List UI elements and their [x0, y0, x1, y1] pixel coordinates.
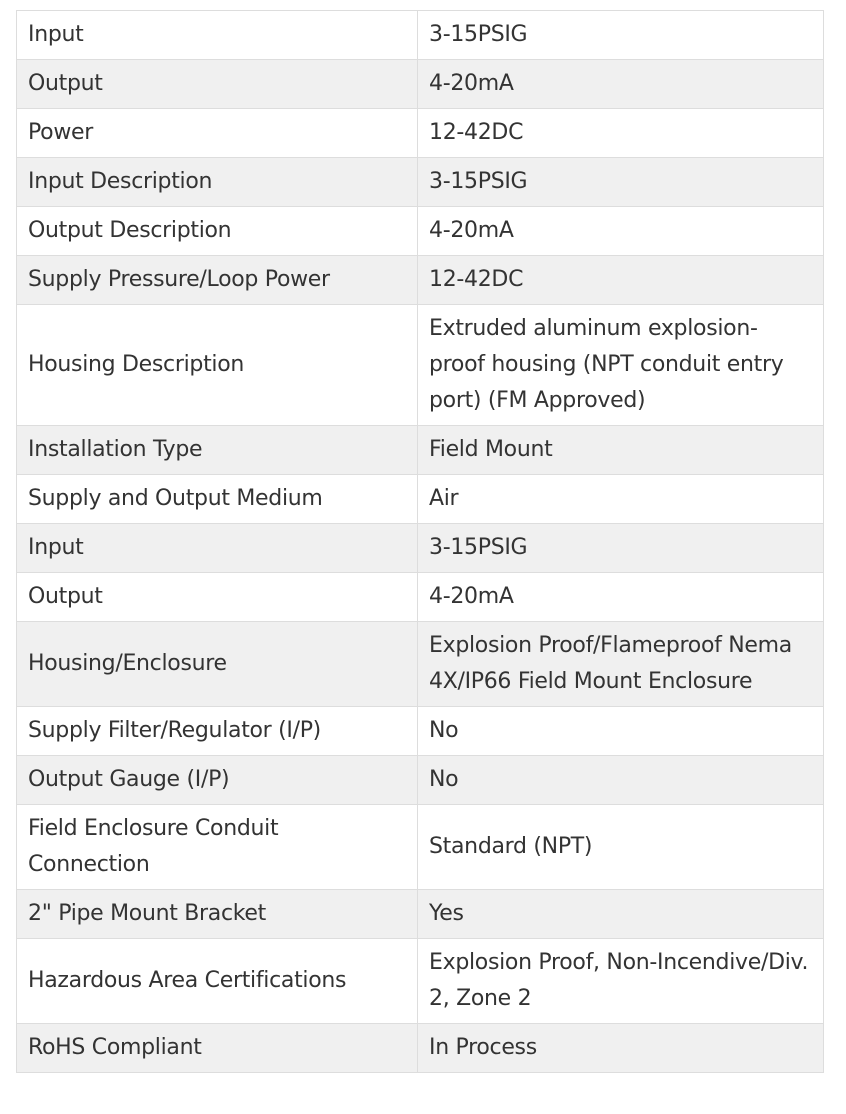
spec-value: 12-42DC: [418, 109, 824, 158]
spec-label: Hazardous Area Certifications: [17, 939, 418, 1024]
table-row: [17, 11, 824, 60]
spec-value: 3-15PSIG: [418, 11, 824, 60]
specifications-table: [16, 10, 824, 1073]
spec-value: No: [418, 707, 824, 756]
table-row: [17, 707, 824, 756]
spec-label: RoHS Compliant: [17, 1024, 418, 1073]
spec-value: 3-15PSIG: [418, 524, 824, 573]
table-row: [17, 622, 824, 707]
spec-label: 2" Pipe Mount Bracket: [17, 890, 418, 939]
spec-value: 4-20mA: [418, 60, 824, 109]
spec-label: Field Enclosure Conduit Connection: [17, 805, 418, 890]
spec-label: Output Gauge (I/P): [17, 756, 418, 805]
spec-value: Air: [418, 475, 824, 524]
spec-value: Explosion Proof/Flameproof Nema 4X/IP66 Field Mount Enclosure: [418, 622, 824, 707]
spec-label: Supply and Output Medium: [17, 475, 418, 524]
spec-value: 3-15PSIG: [418, 158, 824, 207]
table-row: [17, 524, 824, 573]
table-row: [17, 109, 824, 158]
spec-label: Supply Pressure/Loop Power: [17, 256, 418, 305]
spec-label: Supply Filter/Regulator (I/P): [17, 707, 418, 756]
table-row: [17, 256, 824, 305]
spec-value: In Process: [418, 1024, 824, 1073]
spec-value: Explosion Proof, Non-Incendive/Div. 2, Zone 2: [418, 939, 824, 1024]
table-row: [17, 1024, 824, 1073]
spec-label: Input: [17, 11, 418, 60]
spec-value: 4-20mA: [418, 207, 824, 256]
spec-value: Extruded aluminum explosion-proof housing (NPT conduit entry port) (FM Approved): [418, 305, 824, 426]
spec-label: Output Description: [17, 207, 418, 256]
spec-value: Yes: [418, 890, 824, 939]
table-row: [17, 939, 824, 1024]
table-row: [17, 305, 824, 426]
table-row: [17, 158, 824, 207]
spec-label: Input: [17, 524, 418, 573]
spec-label: Power: [17, 109, 418, 158]
spec-label: Housing Description: [17, 305, 418, 426]
spec-label: Housing/Enclosure: [17, 622, 418, 707]
table-row: [17, 756, 824, 805]
table-row: [17, 890, 824, 939]
spec-value: 12-42DC: [418, 256, 824, 305]
table-row: [17, 207, 824, 256]
spec-value: Standard (NPT): [418, 805, 824, 890]
spec-label: Output: [17, 60, 418, 109]
spec-value: No: [418, 756, 824, 805]
table-row: [17, 426, 824, 475]
table-row: [17, 60, 824, 109]
spec-value: Field Mount: [418, 426, 824, 475]
table-row: [17, 573, 824, 622]
table-row: [17, 475, 824, 524]
spec-label: Installation Type: [17, 426, 418, 475]
spec-label: Output: [17, 573, 418, 622]
spec-label: Input Description: [17, 158, 418, 207]
spec-value: 4-20mA: [418, 573, 824, 622]
table-row: [17, 805, 824, 890]
